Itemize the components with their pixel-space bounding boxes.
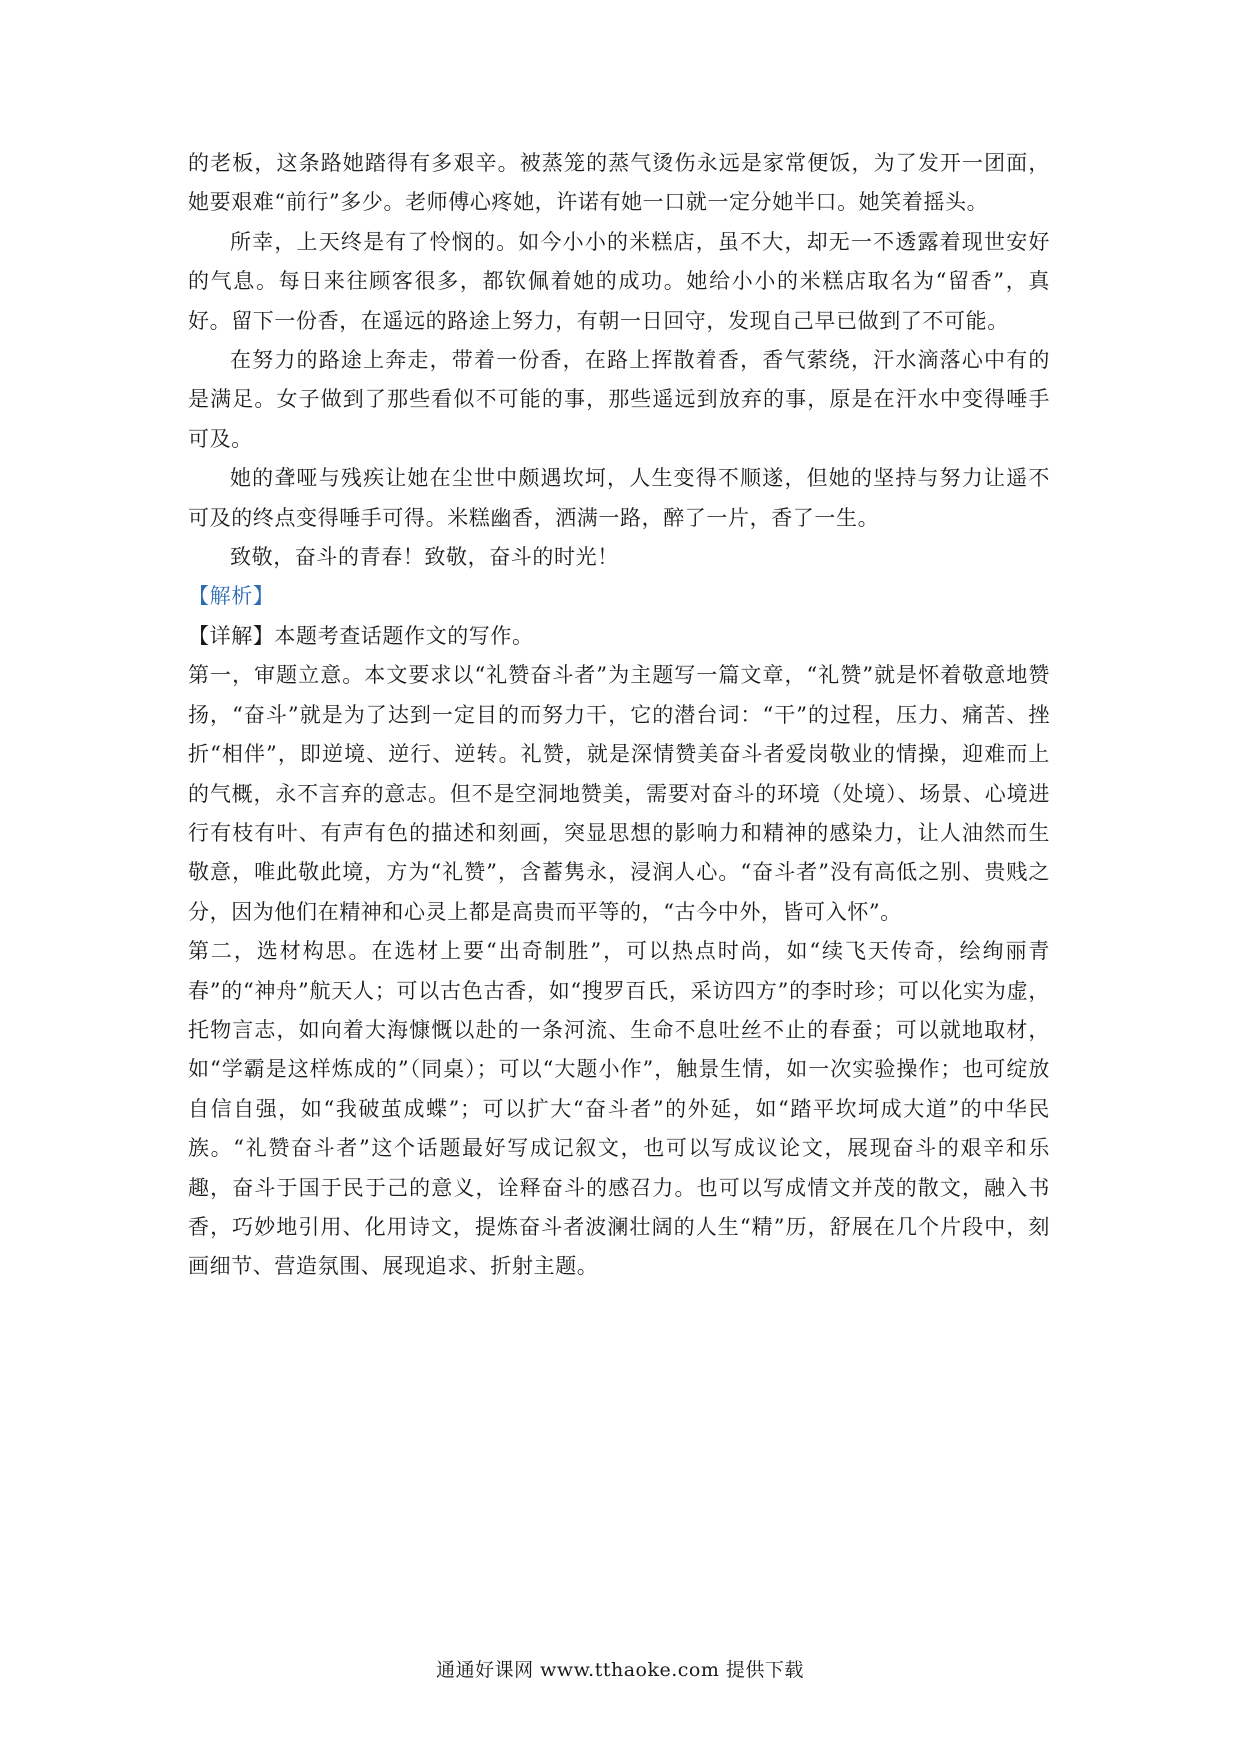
analysis-detail-line: 【详解】本题考查话题作文的写作。	[188, 623, 534, 648]
essay-paragraph-3: 在努力的路途上奔走，带着一份香，在路上挥散着香，香气萦绕，汗水滴落心中有的是满足。女子做到了那些看似不可能的事，那些遥远到放弃的事，原是在汗水中变得唾手可及。	[188, 348, 1050, 451]
page-footer: 通通好课网 www.tthaoke.com 提供下载	[436, 1659, 804, 1681]
analysis-heading: 【解析】	[188, 584, 275, 609]
essay-paragraph-2: 所幸，上天终是有了怜悯的。如今小小的米糕店，虽不大，却无一不透露着现世安好的气息。每日来往顾客很多，都钦佩着她的成功。她给小小的米糕店取名为“留香”，真好。留下一份香，在遥远的路途上努力，有朝一日回守，发现自己早已做到了不可能。	[188, 229, 1050, 333]
essay-closing-line: 致敬，奋斗的青春！致敬，奋斗的时光！	[230, 545, 619, 570]
analysis-paragraph-2: 第二，选材构思。在选材上要“出奇制胜”，可以热点时尚，如“续飞天传奇，绘绚丽青春”的“神舟”航天人；可以古色古香，如“搜罗百氏，采访四方”的李时珍；可以化实为虚，托物言志，如向着大海慷慨以赴的一条河流、生命不息吐丝不止的春蚕；可以就地取材，如“学霸是这样炼成的”（同桌）；可以“大题小作”，触景生情，如一次实验操作；也可绽放自信自强，如“我破茧成蝶”；可以扩大“奋斗者”的外延，如“踏平坎坷成大道”的中华民族。“礼赞奋斗者”这个话题最好写成记叙文，也可以写成议论文，展现奋斗的艰辛和乐趣，奋斗于国于民于己的意义，诠释奋斗的感召力。也可以写成情文并茂的散文，融入书香，巧妙地引用、化用诗文，提炼奋斗者波澜壮阔的人生“精”历，舒展在几个片段中，刻画细节、营造氛围、展现追求、折射主题。	[188, 939, 1050, 1279]
page-content	[188, 144, 1050, 1287]
analysis-paragraph-1: 第一，审题立意。本文要求以“礼赞奋斗者”为主题写一篇文章，“礼赞”就是怀着敬意地赞扬，“奋斗”就是为了达到一定目的而努力干，它的潜台词：“干”的过程，压力、痛苦、挫折“相伴”，即逆境、逆行、逆转。礼赞，就是深情赞美奋斗者爱岗敬业的情操，迎难而上的气概，永不言弃的意志。但不是空洞地赞美，需要对奋斗的环境（处境）、场景、心境进行有枝有叶、有声有色的描述和刻画，突显思想的影响力和精神的感染力，让人油然而生敬意，唯此敬此境，方为“礼赞”，含蓄隽永，浸润人心。“奋斗者”没有高低之别、贵贱之分，因为他们在精神和心灵上都是高贵而平等的，“古今中外，皆可入怀”。	[188, 663, 1050, 924]
essay-paragraph-4: 她的聋哑与残疾让她在尘世中颇遇坎坷，人生变得不顺遂，但她的坚持与努力让遥不可及的终点变得唾手可得。米糕幽香，洒满一路，醉了一片，香了一生。	[188, 466, 1050, 530]
essay-paragraph-1: 的老板，这条路她踏得有多艰辛。被蒸笼的蒸气烫伤永远是家常便饭，为了发开一团面，她要艰难“前行”多少。老师傅心疼她，许诺有她一口就一定分她半口。她笑着摇头。	[188, 151, 1050, 215]
